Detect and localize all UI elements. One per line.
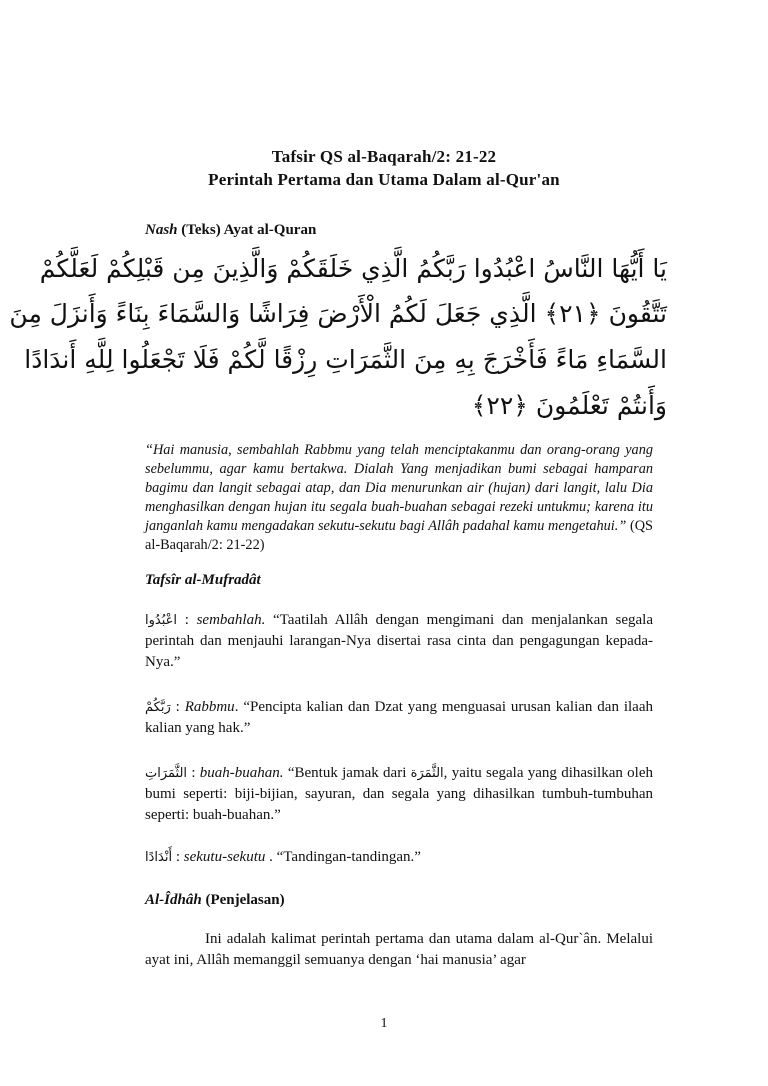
- definition-arabic-word: رَبَّكُمْ: [145, 700, 171, 715]
- definition-item-2: [145, 697, 653, 739]
- idhah-heading-rest: (Penjelasan): [201, 892, 285, 908]
- definition-item-4: [145, 847, 653, 868]
- definition-term: buah-buahan.: [199, 765, 284, 781]
- definition-term: sekutu-sekutu: [183, 849, 266, 865]
- arabic-verse-line-2: تَتَّقُونَ ﴿٢١﴾ الَّذِي جَعَلَ لَكُمُ الْأَرْضَ فِرَاشًا وَالسَّمَاءَ بِنَاءً وَأَنزَلَ مِنَ: [9, 299, 667, 328]
- idhah-paragraph: Ini adalah kalimat perintah pertama dan utama dalam al-Qur`ân. Melalui ayat ini, Allâh memanggil semuanya dengan ‘hai manusia’ agar: [145, 931, 653, 968]
- mufradat-heading-text: Tafsîr al-Mufradât: [145, 572, 261, 588]
- idhah-heading-italic: Al-Îdhâh: [145, 892, 202, 908]
- definition-text-before: “Bentuk jamak dari: [283, 765, 411, 781]
- definition-term: Rabbmu: [184, 699, 235, 715]
- definition-text: “Taatilah Allâh dengan mengimani dan menjalankan segala perintah dan menjauhi larangan-Nya disertai rasa cinta dan pengagungan kepada-Nya.”: [145, 612, 653, 670]
- translation-reference: (QS al-Baqarah/2: 21-22): [145, 518, 653, 553]
- idhah-heading: [145, 892, 285, 909]
- page-number: 1: [380, 1016, 388, 1031]
- nash-heading: [145, 222, 316, 239]
- definition-text: . “Tandingan-tandingan.”: [265, 849, 421, 865]
- definition-separator: :: [172, 849, 184, 865]
- nash-heading-rest: (Teks) Ayat al-Quran: [177, 222, 317, 238]
- translation-text: “Hai manusia, sembahlah Rabbmu yang telah menciptakanmu dan orang-orang yang sebelummu, agar kamu bertakwa. Dialah Yang menjadikan bumi sebagai hamparan bagimu dan langit sebagai atap, dan Dia menurunkan air (hujan) dari langit, lalu Dia menghasilkan dengan hujan itu segala buah-buahan sebagai rezeki untukmu; karena itu janganlah kamu mengadakan sekutu-sekutu bagi Allâh padahal kamu mengetahui.”: [145, 442, 653, 534]
- definition-separator: :: [177, 612, 197, 628]
- definition-item-1: [145, 610, 653, 673]
- definition-inline-arabic: الثَّمَرَة: [410, 766, 444, 781]
- definition-text: . “Pencipta kalian dan Dzat yang menguasai urusan kalian dan ilaah kalian yang hak.”: [145, 699, 654, 736]
- mufradat-heading: [145, 572, 261, 589]
- definition-separator: :: [187, 765, 200, 781]
- definition-separator: :: [170, 699, 185, 715]
- arabic-verse-line-3: السَّمَاءِ مَاءً فَأَخْرَجَ بِهِ مِنَ الثَّمَرَاتِ رِزْقًا لَّكُمْ فَلَا تَجْعَلُوا لِلَّهِ أَندَادًا: [24, 345, 667, 374]
- translation-paragraph: [145, 441, 653, 555]
- definition-text-after: , yaitu segala yang dihasilkan oleh bumi seperti: biji-bijian, sayuran, dan segala yang dihasilkan tumbuh-tumbuhan seperti: buah-buahan.”: [145, 765, 653, 823]
- title-line-1: Tafsir QS al-Baqarah/2: 21-22: [271, 147, 497, 166]
- nash-heading-italic: Nash: [145, 222, 178, 238]
- definition-arabic-word: اعْبُدُوا: [145, 613, 178, 628]
- definition-arabic-word: أَنْدَادًا: [145, 850, 173, 865]
- arabic-verse-line-4: وَأَنتُمْ تَعْلَمُونَ ﴿٢٢﴾: [471, 391, 667, 420]
- definition-term: sembahlah.: [196, 612, 266, 628]
- title-line-2: Perintah Pertama dan Utama Dalam al-Qur'an: [208, 170, 560, 189]
- definition-arabic-word: الثَّمَرَاتِ: [145, 766, 188, 781]
- arabic-verse-line-1: يَا أَيُّهَا النَّاسُ اعْبُدُوا رَبَّكُمُ الَّذِي خَلَقَكُمْ وَالَّذِينَ مِن قَبْلِكُمْ لَعَلَّكُمْ: [39, 254, 667, 283]
- definition-item-3: [145, 763, 653, 826]
